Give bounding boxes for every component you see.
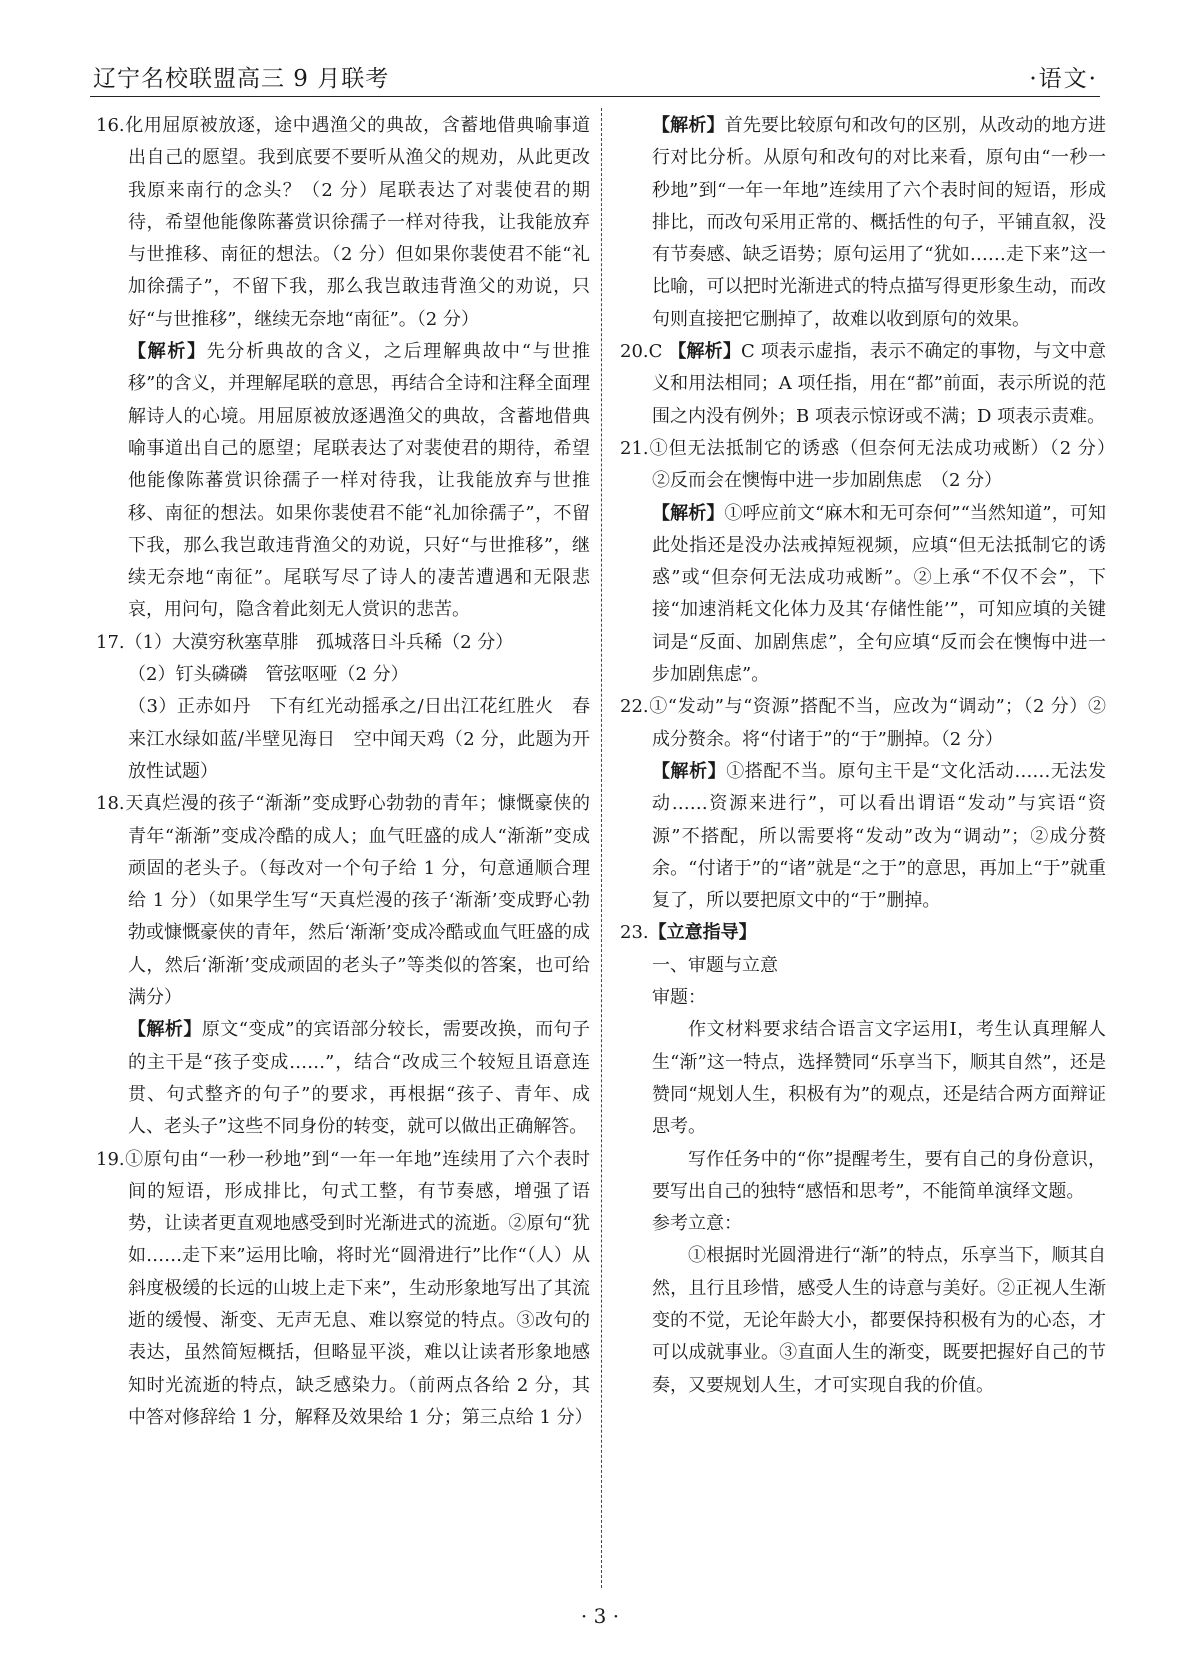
right-column bbox=[620, 110, 1124, 1402]
q17-line1: 17.（1）大漠穷秋塞草腓 孤城落日斗兵稀（2 分） bbox=[96, 631, 514, 653]
q22-analysis-text: ①搭配不当。原句主干是“文化活动……无法发动……资源来进行”，可以看出谓语“发动”与宾语“资源”不搭配，所以需要将“发动”改为“调动”；②成分赘余。“付诸于”的“诸”就是“之于”的意思，再加上“于”就重复了，所以要把原文中的“于”删掉。 bbox=[652, 760, 1107, 912]
q20-answer bbox=[620, 336, 1106, 433]
page-number: · 3 · bbox=[580, 1604, 620, 1628]
q22-analysis bbox=[620, 756, 1106, 917]
q23-cankao-label: 参考立意： bbox=[652, 1213, 742, 1235]
q20-analysis-text: C 项表示虚指，表示不确定的事物，与文中意义和用法相同；A 项任指，用在“都”前面，表示所说的范围之内没有例外；B 项表示惊讶或不满；D 项表示责难。 bbox=[652, 341, 1107, 427]
header-title: 辽宁名校联盟高三 9 月联考 bbox=[93, 66, 390, 92]
q17-line3: （3）正赤如丹 下有红光动摇承之/日出江花红胜火 春来江水绿如蓝/半壁见海日 空中闻天鸡（2 分，此题为开放性试题） bbox=[128, 696, 590, 782]
q18-analysis-text: 原文“变成”的宾语部分较长，需要改换，而句子的主干是“孩子变成……”，结合“改成三个较短且语意连贯、句式整齐的句子”的要求，再根据“孩子、青年、成人、老头子”这些不同身份的转变，就可以做出正确解答。 bbox=[128, 1019, 591, 1138]
q23-section-title: 一、审题与立意 bbox=[652, 954, 778, 976]
q19-analysis-tag: 【解析】 bbox=[652, 115, 725, 136]
q18-answer: 18.天真烂漫的孩子“渐渐”变成野心勃勃的青年；慷慨豪侠的青年“渐渐”变成冷酷的成人；血气旺盛的成人“渐渐”变成顽固的老头子。（每改对一个句子给 1 分，句意通顺合理给 1 分）（如果学生写“天真烂漫的孩子‘渐渐’变成野心勃勃或慷慨豪侠的青年，然后‘渐渐’变成冷酷或血气旺盛的成人，然后‘渐渐’变成顽固的老头子”等类似的答案，也可给满分） bbox=[96, 793, 590, 1009]
q23-tag: 【立意指导】 bbox=[648, 922, 757, 944]
q19-analysis-text: 首先要比较原句和改句的区别，从改动的地方进行对比分析。从原句和改句的对比来看，原句由“一秒一秒地”到“一年一年地”连续用了六个表时间的短语，形成排比，而改句采用正常的、概括性的句子，平铺直叙，没有节奏感、缺乏语势；原句运用了“犹如……走下来”这一比喻，可以把时光渐进式的特点描写得更形象生动，而改句则直接把它删掉了，故难以收到原句的效果。 bbox=[652, 115, 1107, 330]
q22-answer: 22.①“发动”与“资源”搭配不当，应改为“调动”；（2 分）②成分赘余。将“付诸于”的“于”删掉。（2 分） bbox=[620, 696, 1106, 750]
column-divider bbox=[601, 108, 602, 1588]
q20-analysis-tag: 【解析】 bbox=[668, 341, 742, 363]
q20-lead: 20.C bbox=[620, 341, 669, 363]
header-rule bbox=[90, 96, 1100, 97]
q23-para3: ①根据时光圆滑进行“渐”的特点，乐享当下，顺其自然，且行且珍惜，感受人生的诗意与美好。②正视人生渐变的不觉，无论年龄大小，都要保持积极有为的心态，才可以成就事业。③直面人生的渐变，既要把握好自己的节奏，又要规划人生，才可实现自我的价值。 bbox=[652, 1245, 1106, 1396]
q16-answer: 16.化用屈原被放逐，途中遇渔父的典故，含蓄地借典喻事道出自己的愿望。我到底要不要听从渔父的规劝，从此更改我原来南行的念头？（2 分）尾联表达了对裴使君的期待，希望他能像陈蕃赏识徐孺子一样对待我，让我能放弃与世推移、南征的想法。（2 分）但如果你裴使君不能“礼加徐孺子”，不留下我，那么我岂敢违背渔父的劝说，只好“与世推移”，继续无奈地“南征”。（2 分） bbox=[96, 115, 590, 330]
q18-analysis-tag: 【解析】 bbox=[128, 1019, 202, 1041]
q23-heading bbox=[620, 917, 1106, 949]
q23-para2: 写作任务中的“你”提醒考生，要有自己的身份意识，要写出自己的独特“感悟和思考”，不能简单演绎文题。 bbox=[652, 1148, 1106, 1202]
q23-para1: 作文材料要求结合语言文字运用Ⅰ，考生认真理解人生“渐”这一特点，选择赞同“乐享当下，顺其自然”，还是赞同“规划人生，积极有为”的观点，还是结合两方面辩证思考。 bbox=[652, 1019, 1106, 1138]
left-column bbox=[96, 110, 593, 1434]
q19-analysis bbox=[620, 110, 1106, 336]
q16-analysis-text: 先分析典故的含义，之后理解典故中“与世推移”的含义，并理解尾联的意思，再结合全诗和注释全面理解诗人的心境。用屈原被放逐遇渔父的典故，含蓄地借典喻事道出自己的愿望；尾联表达了对裴使君的期待，希望他能像陈蕃赏识徐孺子一样对待我，让我能放弃与世推移、南征的想法。如果你裴使君不能“礼加徐孺子”，不留下我，那么我岂敢违背渔父的劝说，只好“与世推移”，继续无奈地“南征”。尾联写尽了诗人的凄苦遭遇和无限悲哀，用问句，隐含着此刻无人赏识的悲苦。 bbox=[128, 341, 590, 621]
q21-analysis-tag: 【解析】 bbox=[652, 502, 725, 524]
q21-answer: 21.①但无法抵制它的诱惑（但奈何无法成功戒断）（2 分） ②反而会在懊悔中进一步加剧焦虑 （2 分） bbox=[620, 437, 1124, 492]
q17-line2: （2）钉头磷磷 管弦呕哑（2 分） bbox=[128, 664, 409, 686]
header-subject: ·语文· bbox=[1029, 66, 1098, 92]
q19-answer: 19.①原句由“一秒一秒地”到“一年一年地”连续用了六个表时间的短语，形成排比，句式工整，有节奏感，增强了语势，让读者更直观地感受到时光渐进式的流逝。②原句“犹如……走下来”运用比喻，将时光“圆滑进行”比作“（人）从斜度极缓的长远的山坡上走下来”，生动形象地写出了其流逝的缓慢、渐变、无声无息、难以察觉的特点。③改句的表达，虽然简短概括，但略显平淡，难以让读者形象地感知时光流逝的特点，缺乏感染力。（前两点各给 2 分，其中答对修辞给 1 分，解释及效果给 1 分；第三点给 1 分） bbox=[96, 1148, 593, 1428]
q23-lead: 23. bbox=[620, 922, 649, 944]
q18-analysis bbox=[96, 1014, 590, 1143]
q22-analysis-tag: 【解析】 bbox=[652, 760, 727, 782]
q21-analysis bbox=[620, 498, 1106, 692]
q21-analysis-text: ①呼应前文“麻木和无可奈何”“当然知道”，可知此处指还是没办法戒掉短视频，应填“但无法抵制它的诱惑”或“但奈何无法成功戒断”。②上承“不仅不会”，下接“加速消耗文化体力及其‘存储性能’”，可知应填的关键词是“反面、加剧焦虑”，全句应填“反而会在懊悔中进一步加剧焦虑”。 bbox=[652, 502, 1106, 686]
q23-shenti-label: 审题： bbox=[652, 987, 706, 1009]
q16-analysis-tag: 【解析】 bbox=[128, 341, 207, 363]
q16-analysis bbox=[96, 336, 590, 627]
